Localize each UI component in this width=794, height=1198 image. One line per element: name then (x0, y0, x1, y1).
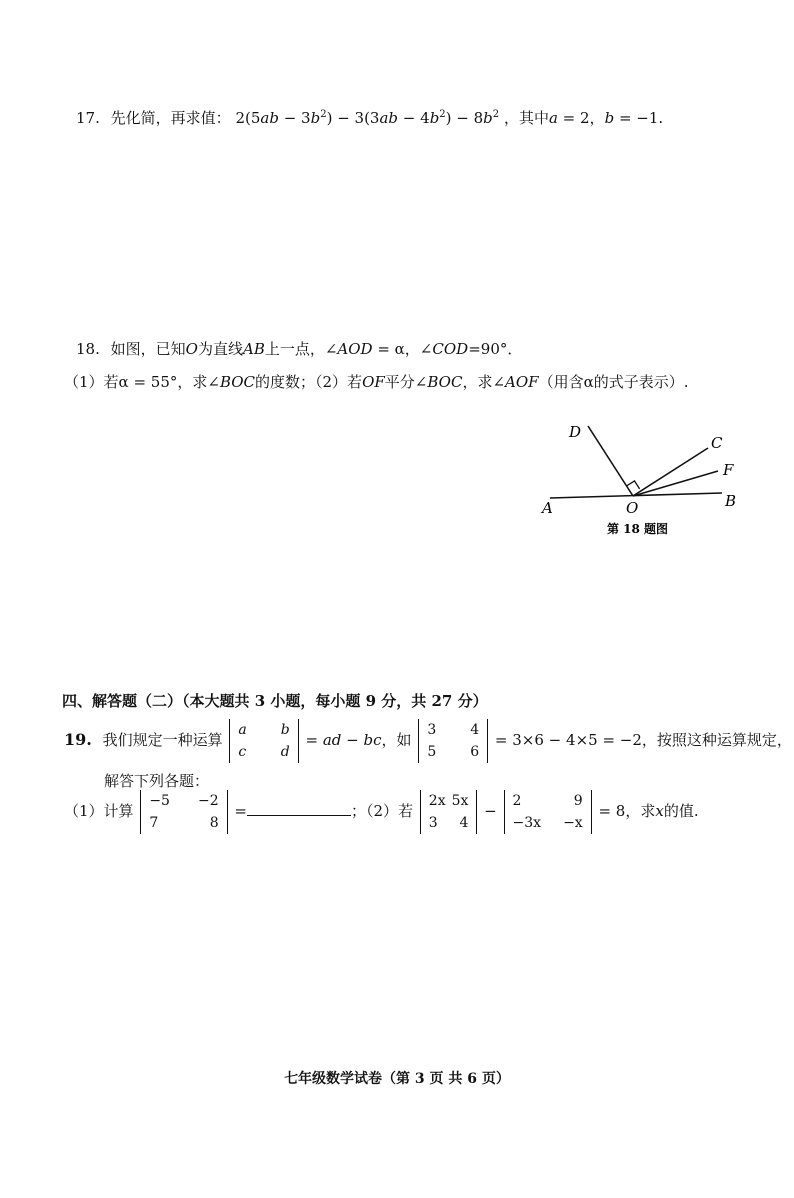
q19-number: 19. (64, 730, 92, 749)
q19-instruction: 解答下列各题： (104, 772, 210, 790)
answer-blank[interactable] (247, 801, 351, 816)
question-18-parts: （1）若α = 55°，求∠BOC的度数；（2）若OF平分∠BOC，求∠AOF（用含α的式子表示）. (64, 373, 689, 391)
determinant-example: 3 4 5 6 (418, 719, 488, 763)
page-footer: 七年级数学试卷（第 3 页 共 6 页） (284, 1071, 510, 1087)
q17-number: 17. (76, 109, 100, 127)
determinant-part-2b: 2 9 −3x −x (504, 790, 592, 834)
question-17 (76, 107, 663, 128)
determinant-part-2a: 2x 5x 3 4 (420, 790, 478, 834)
label-b: B (725, 492, 737, 510)
ray-of (633, 471, 718, 496)
label-f: F (723, 461, 734, 479)
q18-number: 18. (76, 340, 100, 358)
label-a: A (542, 499, 553, 517)
figure-caption: 第 18 题图 (607, 522, 669, 536)
determinant-definition: a b c d (229, 719, 298, 763)
q17-condition: ，其中a = 2，b = −1. (503, 109, 664, 127)
question-18: 18. 如图，已知O为直线AB上一点，∠AOD = α，∠COD=90°． (76, 340, 523, 358)
q19-parts: （1）计算 −5 −2 7 8 = ；（2）若 2x 5x 3 4 − 2 9 −3x −x = 8，求x的值. (64, 790, 699, 834)
determinant-part-1: −5 −2 7 8 (140, 790, 227, 834)
q17-lead: 先化简，再求值： (110, 109, 231, 127)
question-19: 19. 我们规定一种运算 a b c d = ad − bc，如 3 4 5 6 = 3×6 − 4×5 = −2，按照这种运算规定， (64, 719, 792, 763)
label-c: C (711, 434, 723, 452)
figure-18 (520, 415, 760, 540)
q17-expression: $2(5ab - 3b^2) - 3(3ab - 4b^2) - 8b^2$ (235, 109, 500, 127)
label-d: D (569, 423, 582, 441)
section-4-heading: 四、解答题（二）（本大题共 3 小题，每小题 9 分，共 27 分） (62, 692, 488, 710)
label-o: O (626, 499, 639, 517)
ray-oc (633, 448, 708, 496)
